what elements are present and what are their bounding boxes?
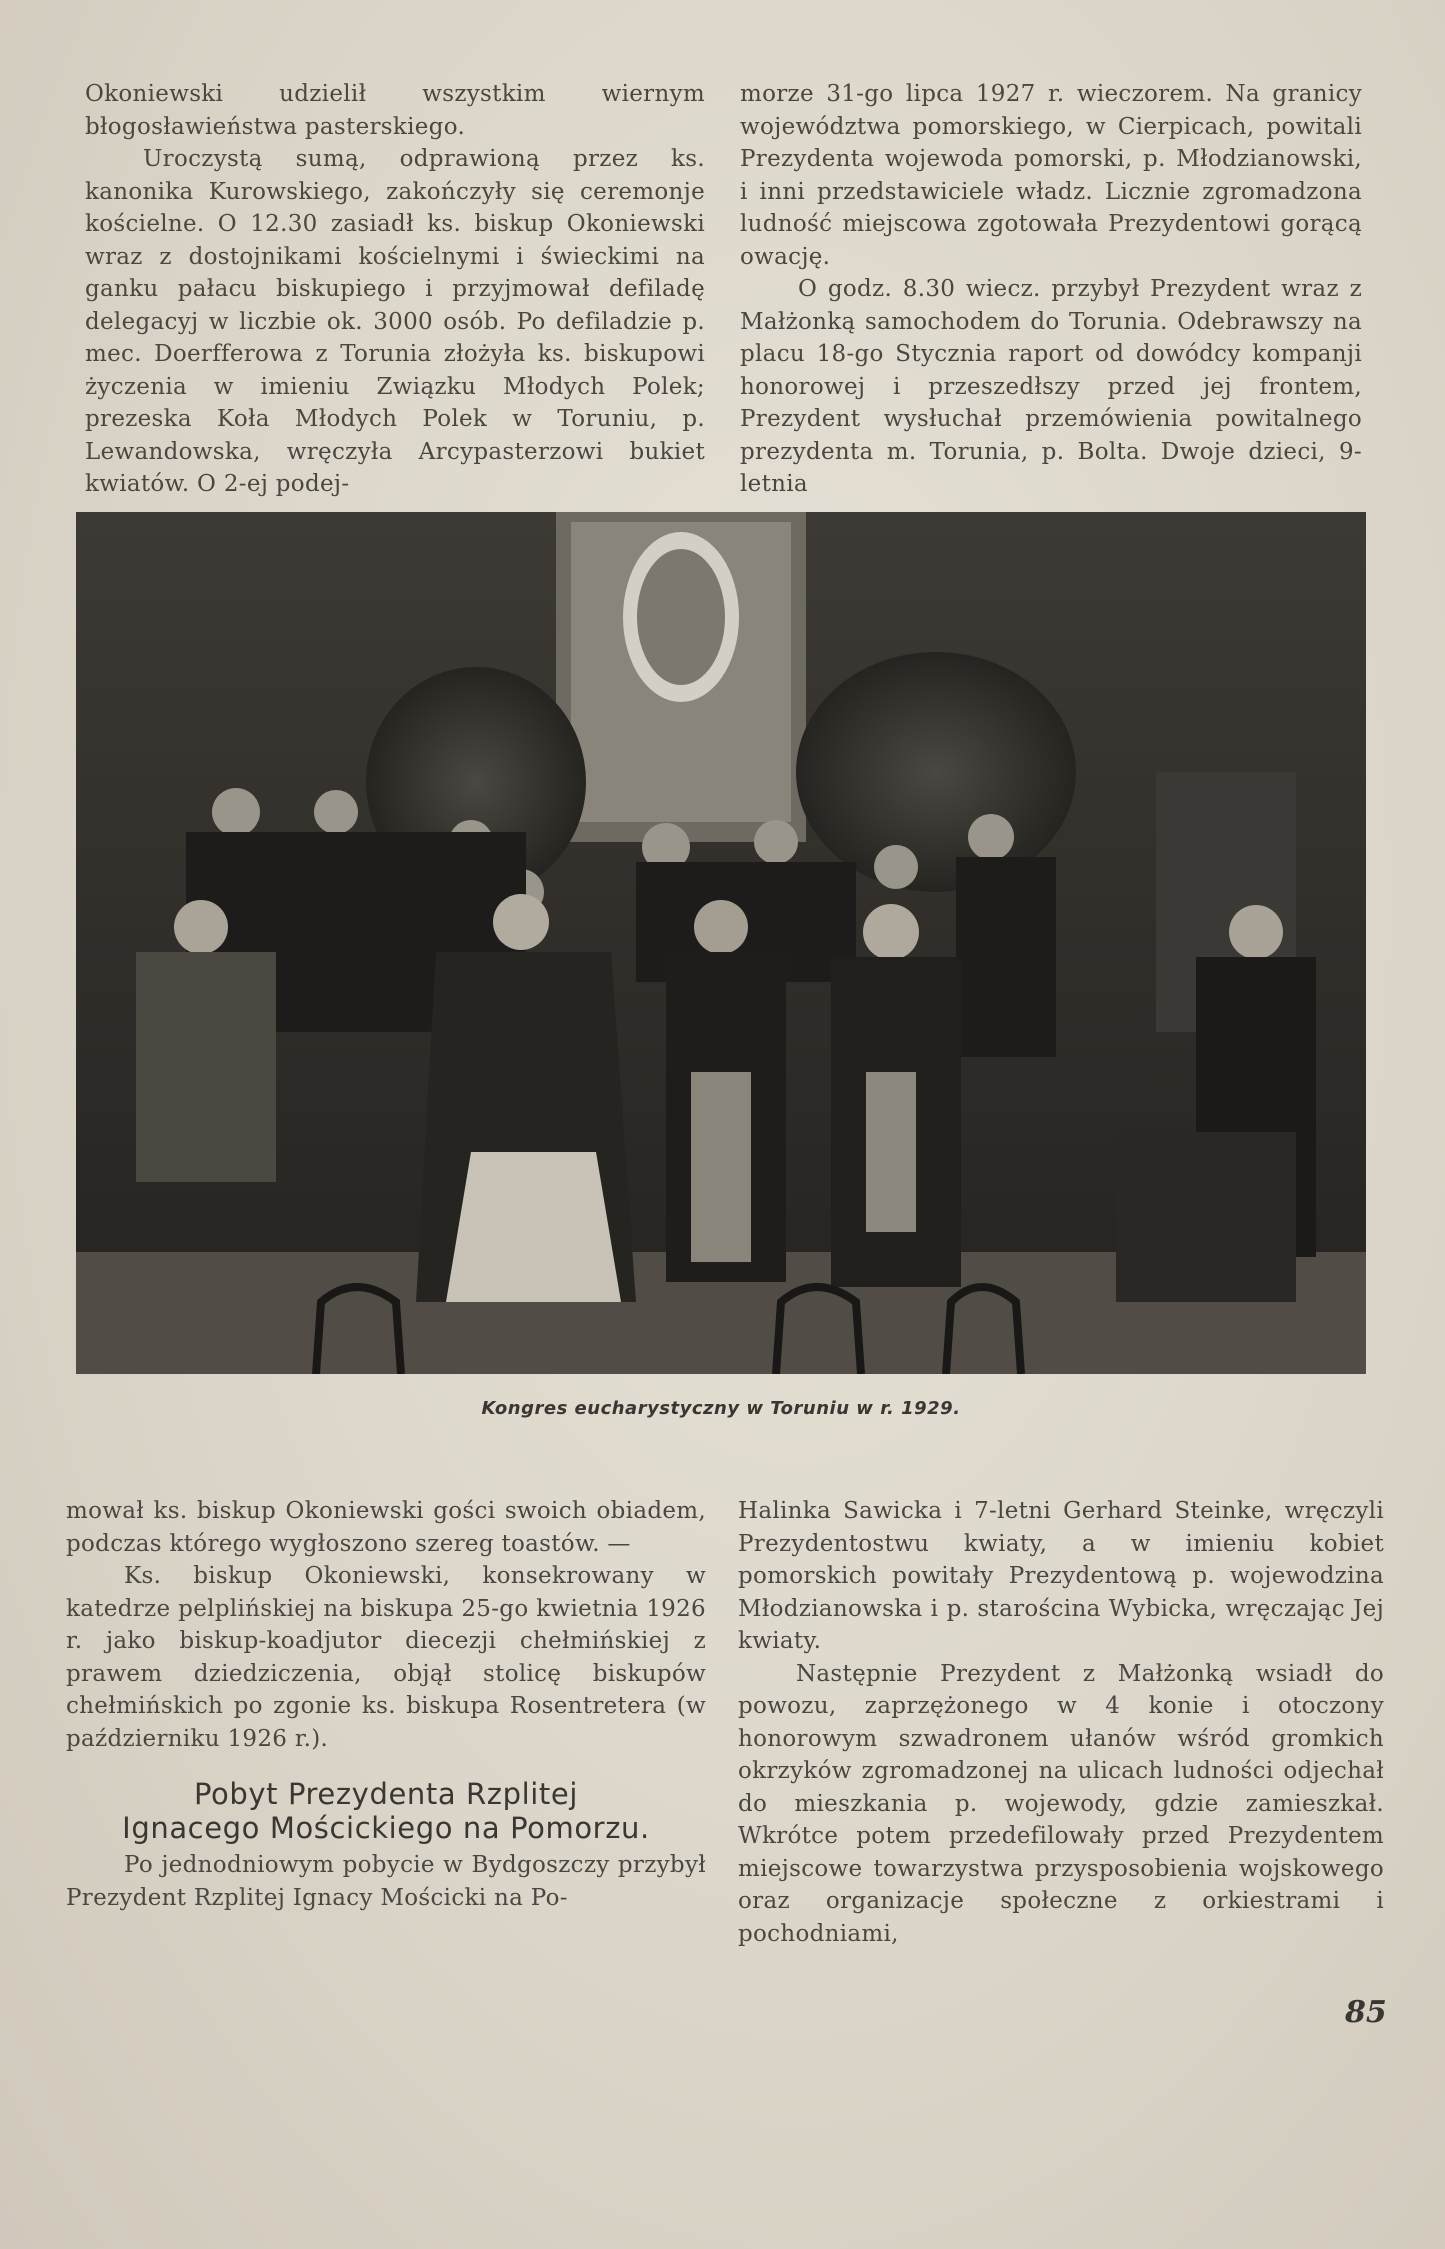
paragraph: Po jednodniowym pobycie w Bydgoszczy przybył Prezydent Rzplitej Ignacy Mościcki na Po- <box>66 1852 706 1911</box>
photograph-illustration <box>76 512 1366 1374</box>
paragraph: Uroczystą sumą, odprawioną przez ks. kanonika Kurowskiego, zakończyły się ceremonje kościelne. O 12.30 zasiadł ks. biskup Okoniewski wraz z dostojnikami kościelnymi i świeckimi na ganku pałacu biskupiego i przyjmował defiladę delegacyj w liczbie ok. 3000 osób. Po defiladzie p. mec. Doerfferowa z Torunia złożyła ks. biskupowi życzenia w imieniu Związku Młodych Polek; prezeska Koła Młodych Polek w Toruniu, p. Lewandowska, wręczyła Arcypasterzowi bukiet kwiatów. O 2-ej podej- <box>85 146 705 497</box>
paragraph: O godz. 8.30 wiecz. przybył Prezydent wraz z Małżonką samochodem do Torunia. Odebrawszy na placu 18-go Stycznia raport od dowódcy kompanji honorowej i przeszedłszy przed jej frontem, Prezydent wysłuchał przemówienia powitalnego prezydenta m. Torunia, p. Bolta. Dwoje dzieci, 9-letnia <box>740 276 1362 497</box>
paragraph: mował ks. biskup Okoniewski gości swoich obiadem, podczas którego wygłoszono szereg toastów. — <box>66 1498 706 1557</box>
paragraph: Ks. biskup Okoniewski, konsekrowany w katedrze pelplińskiej na biskupa 25-go kwietnia 1926 r. jako biskup-koadjutor diecezji chełmińskiej z prawem dziedziczenia, objął stolicę biskupów chełmińskich po zgonie ks. biskupa Rosentretera (w październiku 1926 r.). <box>66 1563 706 1752</box>
historical-photograph <box>76 512 1366 1374</box>
paragraph: Następnie Prezydent z Małżonką wsiadł do powozu, zaprzężonego w 4 konie i otoczony honorowym szwadronem ułanów wśród gromkich okrzyków zgromadzonej na ulicach ludności odjechał do mieszkania p. wojewody, gdzie zamieszkał. Wkrótce potem przedefilowały przed Prezydentem miejscowe towarzystwa przysposobienia wojskowego oraz organizacje społeczne z orkiestrami i pochodniami, <box>738 1660 1384 1947</box>
text-column-top-right <box>740 78 1362 501</box>
section-heading-line: Ignacego Mościckiego na Pomorzu. <box>122 1811 650 1845</box>
section-heading <box>66 1777 706 1845</box>
page-number: 85 <box>1345 1995 1387 2030</box>
paragraph: Halinka Sawicka i 7-letni Gerhard Steinke, wręczyli Prezydentostwu kwiaty, a w imieniu kobiet pomorskich powitały Prezydentową p. wojewodzina Młodzianowska i p. starościna Wybicka, wręczając Jej kwiaty. <box>738 1498 1384 1654</box>
text-column-bottom-left <box>66 1495 706 1914</box>
text-column-bottom-right <box>738 1495 1384 1950</box>
paragraph: Okoniewski udzielił wszystkim wiernym błogosławieństwa pasterskiego. <box>85 81 705 140</box>
paragraph: morze 31-go lipca 1927 r. wieczorem. Na granicy województwa pomorskiego, w Cierpicach, powitali Prezydenta wojewoda pomorski, p. Młodzianowski, i inni przedstawiciele władz. Licznie zgromadzona ludność miejscowa zgotowała Prezydentowi gorącą owację. <box>740 81 1362 270</box>
text-column-top-left <box>85 78 705 501</box>
photo-caption: Kongres eucharystyczny w Toruniu w r. 1929. <box>481 1398 961 1419</box>
section-heading-line: Pobyt Prezydenta Rzplitej <box>194 1777 578 1811</box>
